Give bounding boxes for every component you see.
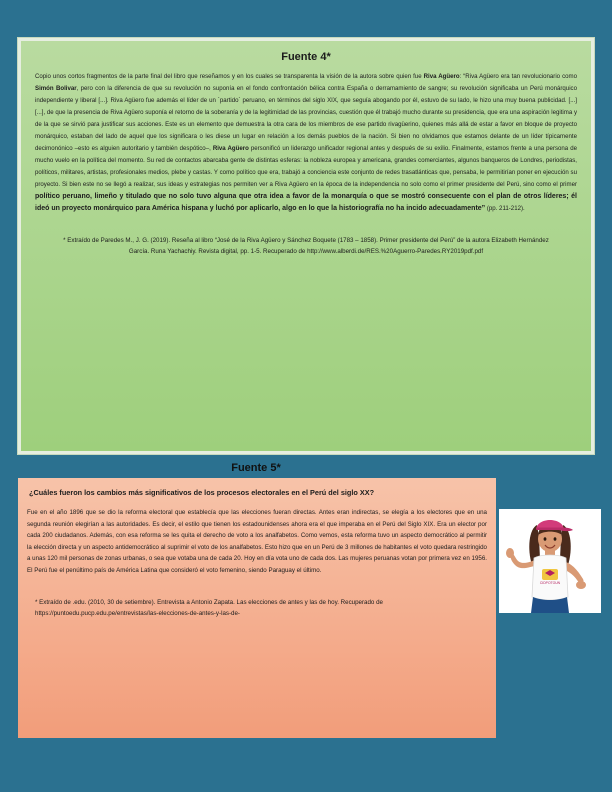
fuente-5-panel [18, 478, 496, 738]
body-part-c: personificó un liderazgo unificador regional antes y después de su exilio. Finalmente, estamos frente a una persona de mucho vuelo en la política del momento. Su red de contactos abarcaba gente de distintas esferas: la nobleza europea y americana, grandes comerciantes, algunos banqueros de Londres, periodistas, políticos, militares, artistas, profesionales medios, plebe y castas. Y como político que era, trabajó a conciencia este conjunto de redes trasatlánticas que, pensaba, le permitirían poner en ejecución su proyecto. Si bien este no se llegó a realizar, sus ideas y estrategias nos permiten ver a Riva Agüero en la época de la independencia no solo como el primer presidente del Perú, sino como el primer [35, 145, 577, 188]
body-part-a: : “Riva Agüero era tan revolucionario como [459, 73, 577, 80]
body-end: (pp. 211-212). [485, 205, 525, 212]
fuente-4-title: Fuente 4* [281, 51, 331, 63]
fuente-4-panel [18, 38, 594, 454]
student-girl-illustration-icon [499, 509, 601, 613]
shirt-logo-text: CIDPOTOUN [539, 581, 561, 585]
fuente-4-body [35, 71, 577, 215]
fuente-5-title: Fuente 5* [231, 462, 281, 474]
name-riva-aguero-2: Riva Agüero [212, 145, 249, 152]
body-intro: Copio unos cortos fragmentos de la parte final del libro que reseñamos y en los cuales se transparenta la visión de la autora sobre quien fue [35, 73, 424, 80]
body-emphasis: político peruano, limeño y titulado que no solo tuvo alguna que otra idea a favor de la monarquía o que se mostró consecuente con el plan de otros líderes; él ideó un proyecto monárquico para América hispana y luchó por aplicarlo, algo en lo que la historiografía no ha incido adecuadamente” [35, 193, 577, 212]
fuente-5-body: Fue en el año 1896 que se dio la reforma electoral que establecía que las elecciones fueran directas. Antes eran indirectas, se elegía a los electores que en una segunda reunión elegirían a las autoridades. Es decir, el estilo que tienen los estadounidenses ahora era el que imperaba en el Perú del Siglo XIX. Era un elector por cada 200 ciudadanos. Además, con esa reforma se les quita el derecho de voto a los analfabetos. Como vemos, esta reforma tuvo un aspecto democrático al permitir la elección directa y un aspecto antidemocrático al suprimir el voto de los analfabetos. Esto hizo que en un Perú de 3 millones de habitantes el voto quedara restringido a unas 120 mil personas de zonas urbanas, o sea que votaba una de cada 20. Hoy en día vota uno de cada dos. Las mujeres peruanas votan por primera vez en 1956. El Perú fue el penúltimo país de América Latina que consideró el voto femenino, siendo Paraguay el último. [27, 509, 487, 574]
name-riva-aguero: Riva Agüero [423, 73, 460, 80]
body-part-b: , pero con la diferencia de que su revolución no suponía en el fondo confrontación bélica contra España o derramamiento de sangre; su revolución significaba un Perú monárquico independiente y liberal [...]. Riva Agüero fue además el líder de un ´partido´ peruano, en términos del siglo XIX, que seguía abogando por él, estuvo de su lado, le hizo una muy buena publicidad. [...] [...], de que la presencia de Riva Agüero suponía el retorno de la soberanía y de la legitimidad de las provincias, cuestión que él trabajó mucho durante su presidencia, que era una aspiración legitima y de la que se sirvió para justificar sus acciones. Este es un elemento que demuestra la otra cara de los miembros de ese partido rivagüerino, quienes más allá de estar a favor en bloque de proyecto monárquico, estaban del lado de aquel que los significara o les diese un lugar en relación a los demás pueblos de la nación. Si bien no olvidamos que estamos delante de un líder típicamente decimonónico –esto es alguien autoritario y también despótico–, [35, 85, 577, 152]
student-girl-svg [499, 509, 601, 613]
name-simon-bolivar: Simón Bolivar [35, 85, 77, 92]
fuente-5-question: ¿Cuáles fueron los cambios más significativos de los procesos electorales en el Perú del siglo XX? [29, 488, 375, 497]
fuente-4-footnote: * Extraído de Paredes M., J. G. (2019). Reseña al libro “José de la Riva Agüero y Sánchez Boquete (1783 – 1858). Primer presidente del Perú” de la autora Elizabeth Hernández García. Runa Yachachiy. Revista digital, pp. 1-5. Recuperado de http://www.alberdi.de/RES.%20Aguerro-Paredes.RY2019pdf.pdf [63, 237, 549, 255]
fuente-5-footnote: * Extraído de .edu. (2010, 30 de setiembre). Entrevista a Antonio Zapata. Las elecciones de antes y las de hoy. Recuperado de https://puntoedu.pucp.edu.pe/entrevistas/las-elecciones-de-antes-y-las-de- [35, 598, 383, 618]
